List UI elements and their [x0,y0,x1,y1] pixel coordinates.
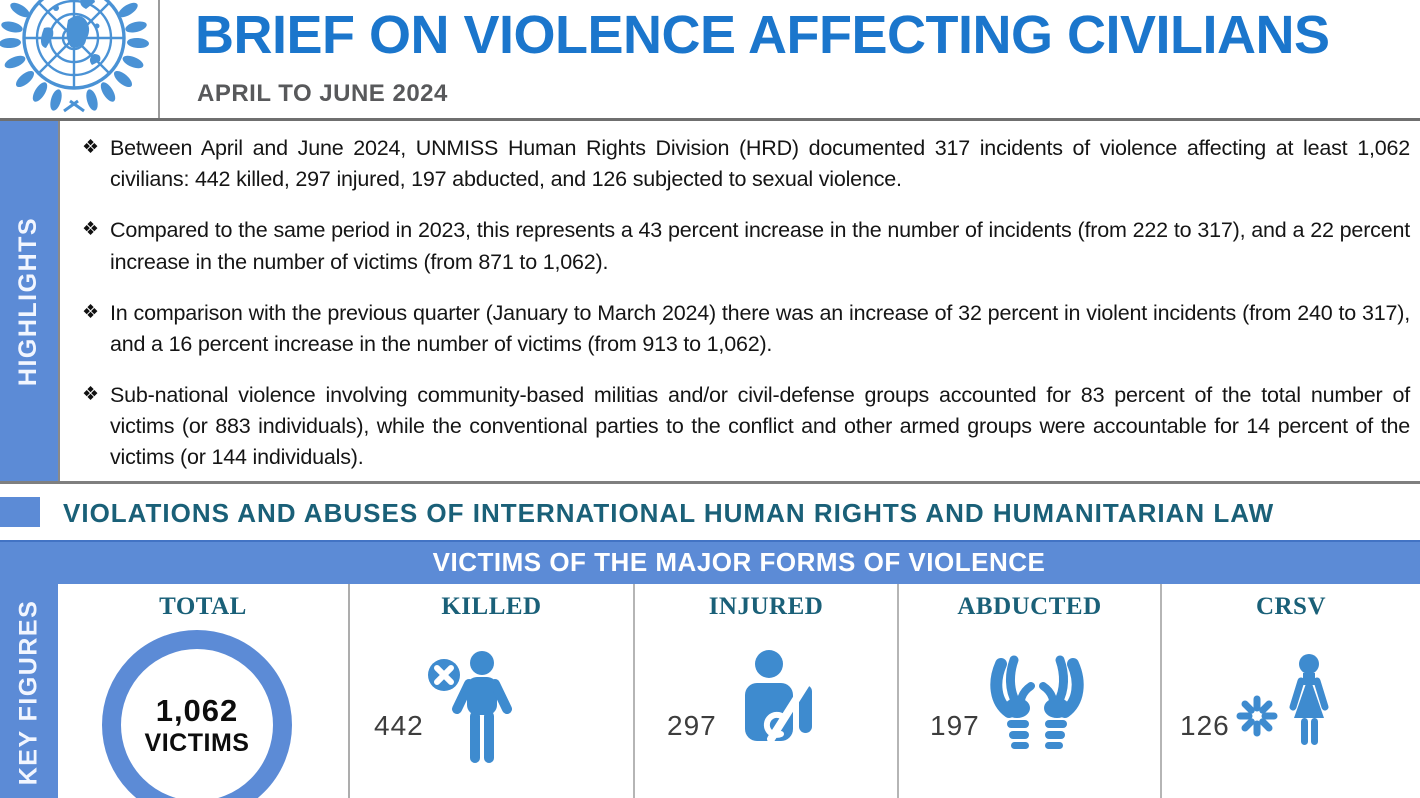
highlight-item [82,133,1410,195]
highlight-item [82,380,1410,474]
column-heading: ABDUCTED [957,593,1102,620]
highlight-item [82,215,1410,277]
violations-heading: VIOLATIONS AND ABUSES OF INTERNATIONAL HUMAN RIGHTS AND HUMANITARIAN LAW [63,498,1275,528]
abducted-count: 197 [930,710,980,741]
bullet-diamond-icon: ❖ [82,219,100,241]
header-divider [158,0,160,118]
injured-count: 297 [667,710,717,741]
column-injured [633,584,897,798]
heading-square-marker [0,497,40,527]
highlight-text: Between April and June 2024, UNMISS Human Rights Division (HRD) documented 317 incidents of violence affecting at least 1,062 civilians: 442 killed, 297 injured, 197 abducted, and 126 subjected to sexual violence. [110,136,1410,192]
key-figures-section [0,540,1420,798]
column-abducted [897,584,1160,798]
key-figures-sidebar [0,584,58,798]
killed-person-icon [420,647,530,797]
highlights-label-text: HIGHLIGHTS [14,216,43,386]
highlights-section [0,121,1420,481]
highlights-list [58,121,1420,481]
crsv-woman-icon [1227,650,1347,760]
abducted-hands-icon [977,652,1097,762]
killed-count: 442 [374,710,424,741]
column-heading: CRSV [1255,593,1327,620]
highlight-text: Sub-national violence involving community-based militias and/or civil-defense groups accounted for 83 percent of the total number of victims (or 883 individuals), while the conventional parties to the conflict and other armed groups were accountable for 14 percent of the victims (or 144 individuals). [110,383,1410,470]
total-victims-ring [102,630,292,798]
column-heading: TOTAL [159,593,247,620]
bullet-diamond-icon: ❖ [82,137,100,158]
crsv-count: 126 [1180,710,1230,741]
column-heading: KILLED [441,593,542,620]
column-total [58,584,348,798]
column-heading: INJURED [708,593,824,620]
column-crsv [1160,584,1420,798]
bullet-diamond-icon: ❖ [82,301,100,323]
un-logo-icon [0,0,154,120]
key-figures-label-text: KEY FIGURES [14,599,43,785]
column-killed [348,584,633,798]
section-rule [0,481,1420,484]
highlight-text: Compared to the same period in 2023, this represents a 43 percent increase in the number of incidents (from 222 to 317), and a 22 percent increase in the number of victims (from 871 to 1,062). [110,218,1410,274]
bullet-diamond-icon: ❖ [82,384,100,406]
highlight-text: In comparison with the previous quarter (January to March 2024) there was an increase of 32 percent in violent incidents (from 240 to 317), and a 16 percent increase in the number of victims (from 913 to 1,062). [110,300,1410,356]
page-title: BRIEF ON VIOLENCE AFFECTING CIVILIANS [195,5,1330,65]
total-unit: VICTIMS [144,728,250,757]
highlights-sidebar-label [0,121,58,481]
highlight-item [82,298,1410,360]
page-subtitle: APRIL TO JUNE 2024 [197,80,448,107]
victims-banner: VICTIMS OF THE MAJOR FORMS OF VIOLENCE [432,547,1046,577]
injured-person-icon [717,647,827,777]
total-value: 1,062 [155,692,239,728]
